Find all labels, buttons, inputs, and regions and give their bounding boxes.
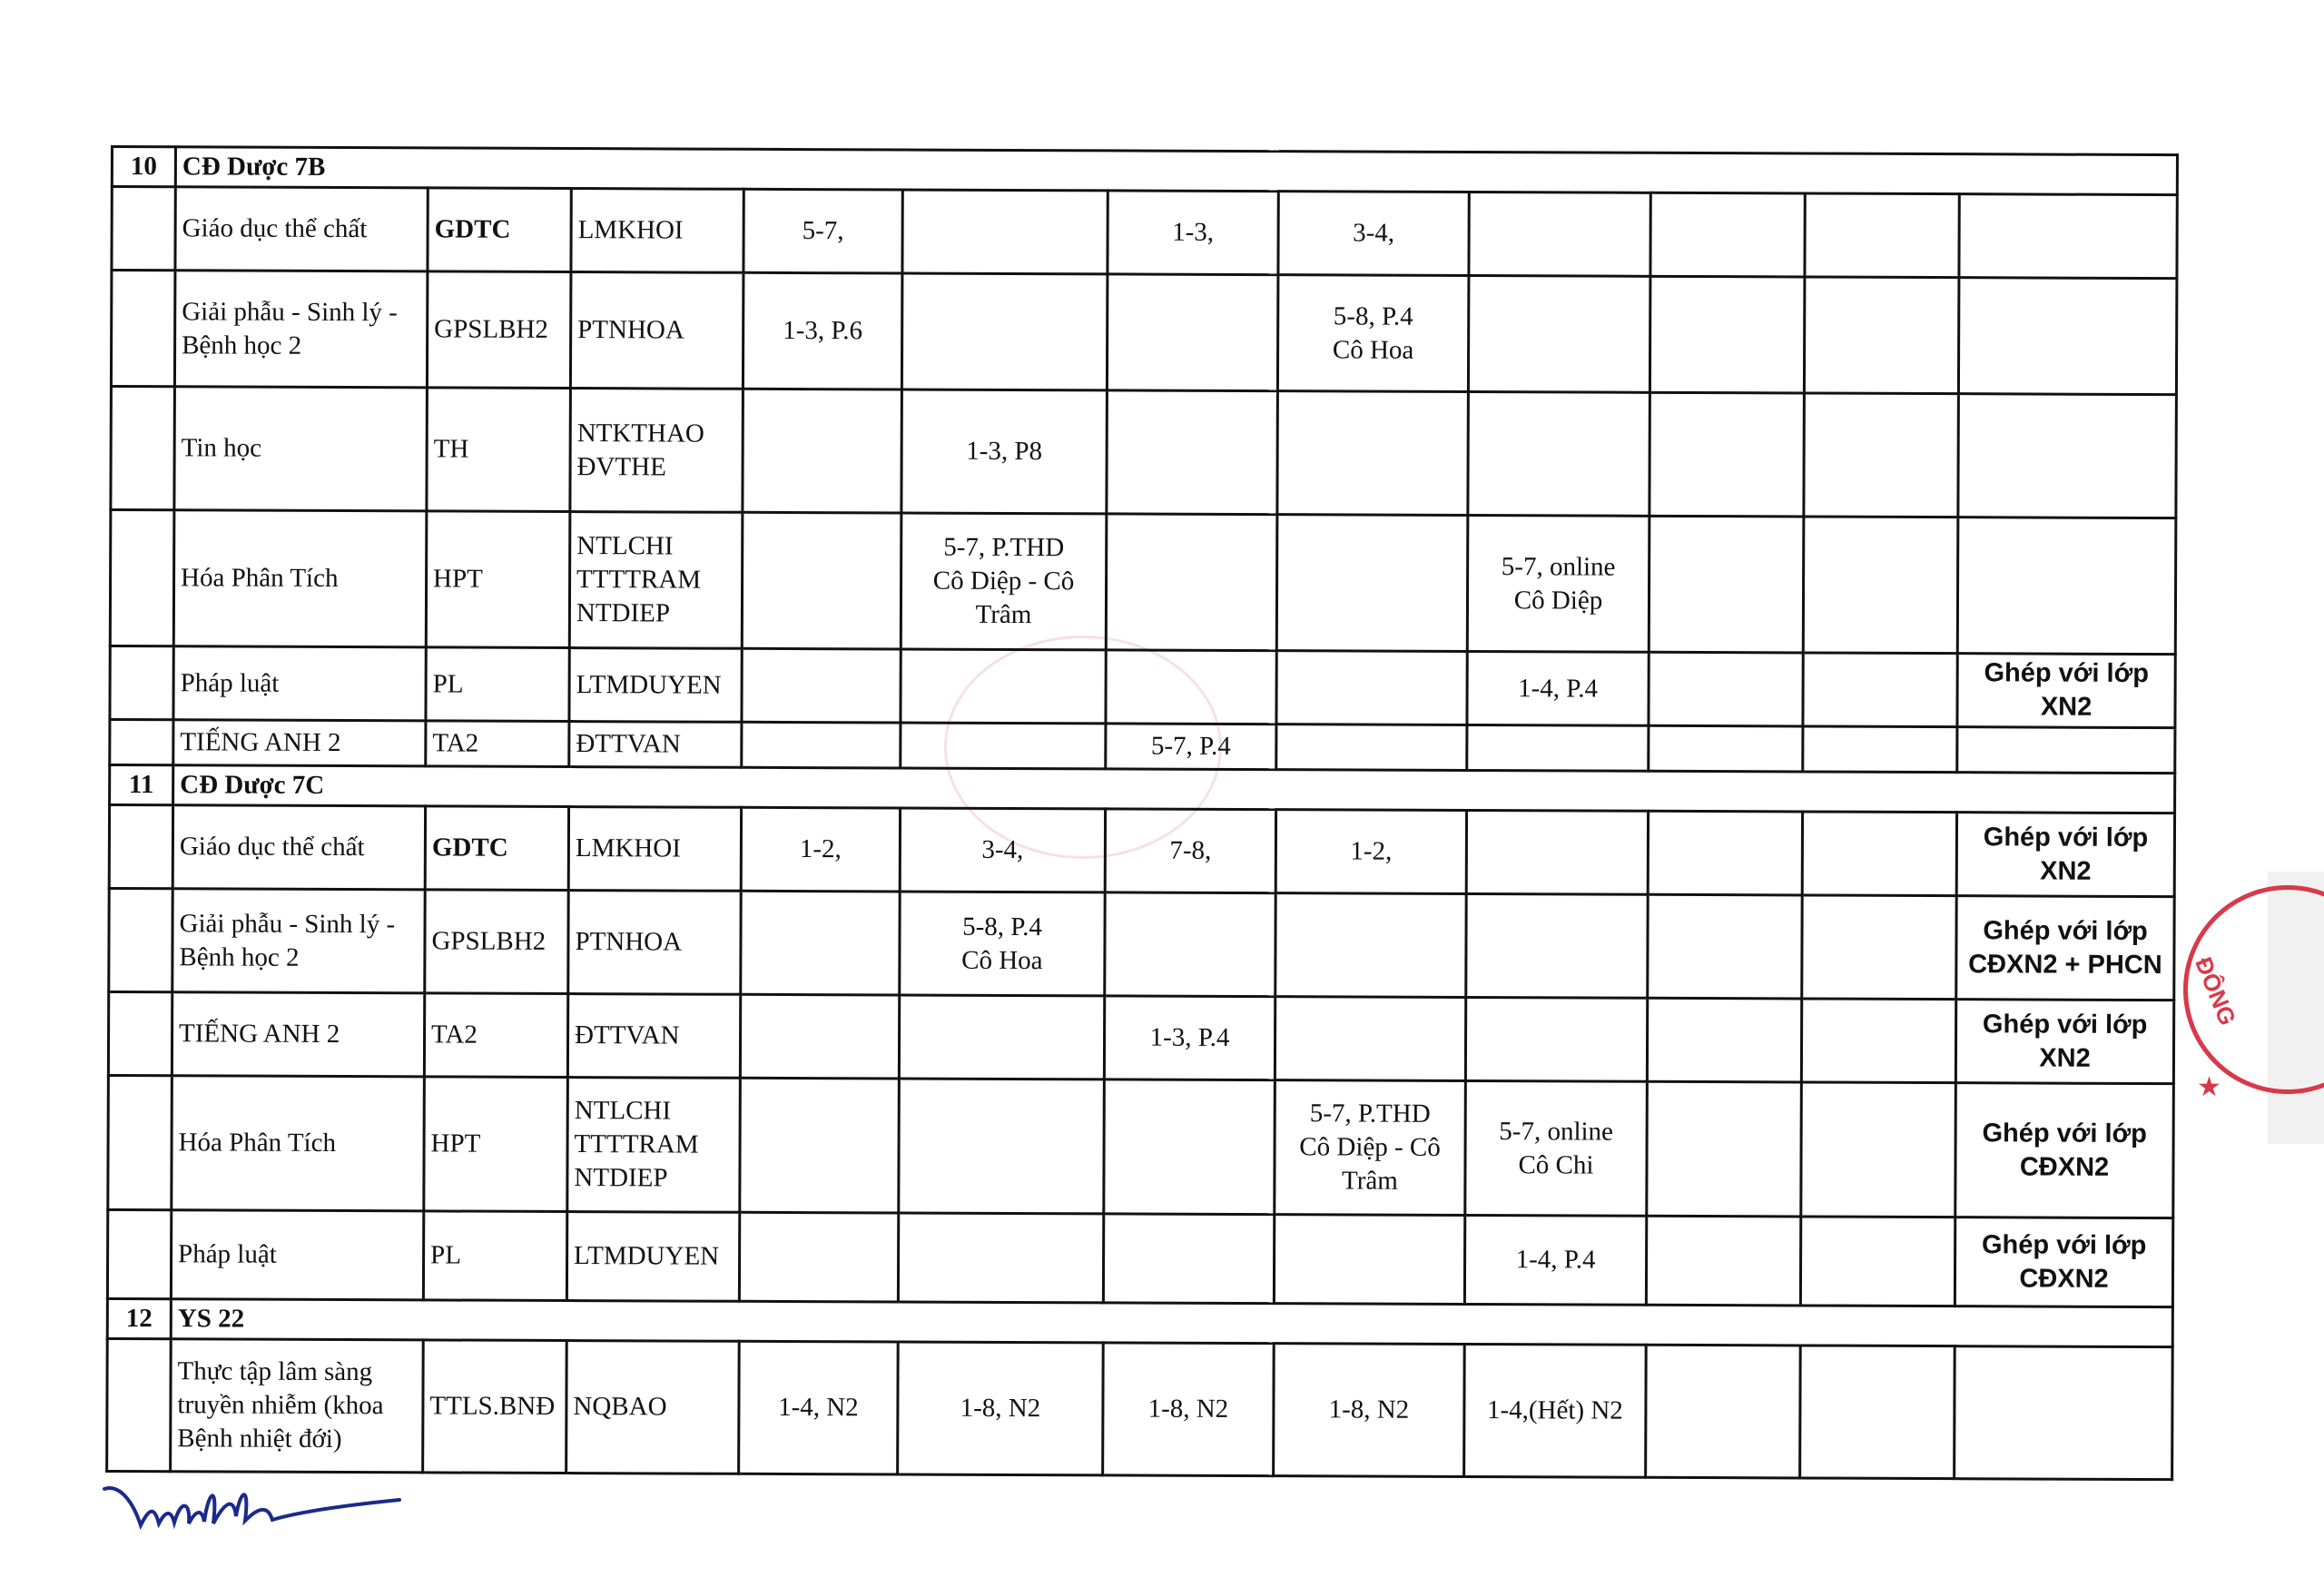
subject-cell: Hóa Phân Tích xyxy=(173,510,427,647)
schedule-day-cell: 5-7, P.THD Cô Diệp - Cô Trâm xyxy=(1275,1080,1466,1216)
subject-cell: Giáo dục thể chất xyxy=(175,187,428,271)
class-number: 12 xyxy=(107,1298,171,1338)
schedule-day-cell xyxy=(1805,193,1959,278)
row-index-cell xyxy=(110,510,174,646)
row-index-cell xyxy=(112,187,175,271)
schedule-day-cell: 1-2, xyxy=(741,807,900,892)
subject-cell: TIẾNG ANH 2 xyxy=(172,992,424,1077)
note-cell xyxy=(1958,278,2177,395)
row-index-cell xyxy=(109,888,172,991)
schedule-day-cell: 1-4, P.4 xyxy=(1467,652,1649,726)
schedule-day-cell xyxy=(740,994,899,1079)
schedule-day-cell xyxy=(1274,1215,1464,1305)
subject-code-cell: GDTC xyxy=(425,806,568,891)
note-cell xyxy=(1958,394,2177,518)
class-number: 10 xyxy=(112,147,175,187)
schedule-day-cell xyxy=(1803,726,1957,773)
schedule-day-cell: 3-4, xyxy=(900,808,1105,892)
schedule-day-cell: 5-7, xyxy=(743,189,902,273)
table-row xyxy=(108,1075,2174,1217)
schedule-day-cell xyxy=(1648,894,1802,999)
signature-icon xyxy=(100,1480,409,1552)
schedule-day-cell xyxy=(1276,724,1467,771)
teacher-cell: LTMDUYEN xyxy=(569,648,742,723)
table-row xyxy=(107,1338,2173,1479)
schedule-day-cell xyxy=(1800,1217,1955,1306)
subject-cell: Giáo dục thể chất xyxy=(172,805,425,890)
schedule-day-cell xyxy=(1107,390,1278,515)
table-row xyxy=(111,271,2177,395)
schedule-body xyxy=(107,147,2178,1480)
schedule-day-cell xyxy=(1468,392,1650,517)
subject-code-cell: TTLS.BNĐ xyxy=(423,1340,567,1474)
schedule-day-cell xyxy=(742,512,901,649)
schedule-day-cell xyxy=(899,995,1104,1079)
schedule-day-cell xyxy=(742,648,901,723)
subject-cell: Hóa Phân Tích xyxy=(172,1076,425,1211)
subject-code-cell: PL xyxy=(423,1211,566,1301)
subject-cell: Thực tập lâm sàng truyền nhiễm (khoa Bệnh nhiệt đới) xyxy=(171,1339,424,1473)
note-cell: Ghép với lớp XN2 xyxy=(1957,654,2175,728)
schedule-day-cell xyxy=(1650,192,1805,277)
table-row xyxy=(110,720,2175,774)
schedule-day-cell: 3-4, xyxy=(1278,192,1469,276)
schedule-day-cell xyxy=(1104,1079,1275,1215)
note-cell: Ghép với lớp XN2 xyxy=(1955,1000,2173,1084)
schedule-day-cell: 1-8, N2 xyxy=(898,1342,1104,1475)
table-row xyxy=(111,387,2177,518)
row-index-cell xyxy=(107,1338,172,1471)
schedule-day-cell: 1-4, N2 xyxy=(739,1341,899,1474)
note-cell xyxy=(1957,727,2175,774)
schedule-day-cell xyxy=(1467,725,1649,772)
schedule-day-cell xyxy=(1649,276,1805,393)
subject-code-cell: GDTC xyxy=(428,188,571,272)
subject-code-cell: TA2 xyxy=(424,993,567,1078)
schedule-day-cell xyxy=(1648,811,1802,895)
schedule-day-cell xyxy=(1803,653,1957,727)
subject-cell: TIẾNG ANH 2 xyxy=(173,720,426,766)
schedule-day-cell xyxy=(1468,276,1650,393)
schedule-day-cell xyxy=(1802,895,1956,1000)
teacher-cell: LTMDUYEN xyxy=(566,1212,739,1302)
schedule-day-cell xyxy=(1103,1214,1274,1304)
subject-code-cell: GPSLBH2 xyxy=(425,890,568,994)
table-row xyxy=(110,646,2175,728)
schedule-day-cell xyxy=(743,389,902,513)
stamp-star-icon: ★ xyxy=(2197,1072,2221,1102)
schedule-day-cell: 5-7, P.4 xyxy=(1106,724,1276,770)
schedule-day-cell xyxy=(1802,812,1956,896)
schedule-day-cell: 1-8, N2 xyxy=(1274,1344,1465,1477)
schedule-day-cell: 1-2, xyxy=(1275,810,1466,894)
stamp-text: ĐÔNG xyxy=(2190,953,2242,1030)
row-index-cell xyxy=(107,1209,171,1298)
schedule-day-cell: 1-8, N2 xyxy=(1103,1343,1275,1476)
schedule-table xyxy=(105,145,2179,1481)
schedule-day-cell xyxy=(1106,650,1276,724)
schedule-day-cell xyxy=(899,1079,1105,1214)
schedule-day-cell xyxy=(1801,1082,1956,1217)
schedule-day-cell xyxy=(739,1212,898,1302)
schedule-day-cell xyxy=(902,190,1108,274)
subject-cell: Pháp luật xyxy=(171,1210,423,1300)
schedule-day-cell xyxy=(1465,997,1647,1081)
note-cell: Ghép với lớp CĐXN2 xyxy=(1955,1217,2173,1307)
schedule-day-cell: 1-3, P8 xyxy=(901,389,1108,514)
teacher-cell: PTNHOA xyxy=(568,891,741,995)
teacher-cell: LMKHOI xyxy=(571,189,743,273)
schedule-day-cell xyxy=(1804,393,1959,518)
row-index-cell xyxy=(110,720,173,765)
schedule-day-cell xyxy=(898,1213,1103,1303)
subject-code-cell: GPSLBH2 xyxy=(427,271,571,389)
class-name: YS 22 xyxy=(171,1299,2172,1347)
row-index-cell xyxy=(108,1075,172,1209)
schedule-day-cell xyxy=(1466,894,1648,999)
subject-code-cell: TH xyxy=(427,388,571,512)
row-index-cell xyxy=(110,646,173,720)
table-row xyxy=(110,510,2176,655)
schedule-day-cell xyxy=(1275,997,1465,1081)
schedule-day-cell xyxy=(1105,892,1275,997)
schedule-day-cell xyxy=(1276,651,1467,725)
schedule-day-cell xyxy=(1649,516,1804,653)
schedule-day-cell xyxy=(901,723,1106,769)
teacher-cell: NTLCHI TTTTRAM NTDIEP xyxy=(567,1078,741,1213)
subject-cell: Giải phẫu - Sinh lý - Bệnh học 2 xyxy=(174,271,428,388)
table-row xyxy=(107,1209,2173,1306)
schedule-day-cell: 1-4, P.4 xyxy=(1464,1215,1646,1305)
teacher-cell: NQBAO xyxy=(566,1341,740,1474)
schedule-day-cell xyxy=(1647,998,1801,1082)
schedule-day-cell xyxy=(1275,893,1466,998)
subject-code-cell: HPT xyxy=(426,511,570,648)
row-index-cell xyxy=(108,991,172,1075)
schedule-day-cell: 7-8, xyxy=(1105,809,1275,893)
schedule-day-cell xyxy=(1107,274,1278,391)
schedule-day-cell: 1-3, P.6 xyxy=(743,272,902,389)
schedule-day-cell xyxy=(1649,392,1805,517)
table-row xyxy=(109,805,2174,897)
schedule-day-cell: 5-8, P.4 Cô Hoa xyxy=(1277,275,1469,392)
schedule-day-cell xyxy=(1466,811,1648,895)
schedule-day-cell: 5-7, online Cô Chi xyxy=(1465,1080,1648,1216)
schedule-day-cell xyxy=(1106,514,1277,651)
schedule-day-cell xyxy=(1649,725,1803,772)
schedule-day-cell: 1-4,(Hết) N2 xyxy=(1464,1344,1647,1477)
schedule-day-cell xyxy=(1646,1216,1800,1306)
subject-cell: Giải phẫu - Sinh lý - Bệnh học 2 xyxy=(172,889,425,993)
note-cell xyxy=(1957,518,2176,655)
schedule-day-cell: 5-7, P.THD Cô Diệp - Cô Trâm xyxy=(901,513,1107,650)
schedule-day-cell xyxy=(1469,192,1650,277)
teacher-cell: NTLCHI TTTTRAM NTDIEP xyxy=(569,512,743,649)
note-cell: Ghép với lớp CĐXN2 + PHCN xyxy=(1956,896,2175,1000)
schedule-day-cell xyxy=(741,891,900,995)
schedule-day-cell xyxy=(1646,1345,1801,1478)
schedule-day-cell xyxy=(1276,515,1468,652)
schedule-day-cell xyxy=(1277,391,1469,516)
schedule-day-cell xyxy=(1801,999,1955,1083)
schedule-day-cell: 1-3, P.4 xyxy=(1104,996,1275,1080)
subject-cell: Tin học xyxy=(174,387,428,511)
schedule-day-cell xyxy=(901,649,1106,724)
schedule-day-cell xyxy=(1800,1346,1955,1479)
class-name: CĐ Dược 7C xyxy=(173,765,2175,813)
schedule-day-cell: 1-3, xyxy=(1108,191,1278,275)
schedule-day-cell xyxy=(1649,652,1803,726)
table-row xyxy=(108,991,2173,1083)
table-row xyxy=(109,888,2175,1000)
row-index-cell xyxy=(111,271,175,387)
teacher-cell: ĐTTVAN xyxy=(569,722,742,768)
class-name: CĐ Dược 7B xyxy=(175,147,2177,195)
schedule-day-cell xyxy=(742,722,901,768)
note-cell xyxy=(1955,1346,2173,1480)
row-index-cell xyxy=(109,805,172,889)
schedule-day-cell: 5-7, online Cô Diệp xyxy=(1467,516,1649,653)
schedule-day-cell xyxy=(1804,277,1959,394)
subject-code-cell: PL xyxy=(426,647,569,722)
teacher-cell: LMKHOI xyxy=(568,807,741,892)
note-cell: Ghép với lớp XN2 xyxy=(1956,813,2174,897)
row-index-cell xyxy=(111,387,175,510)
subject-cell: Pháp luật xyxy=(173,646,426,721)
teacher-cell: ĐTTVAN xyxy=(567,994,740,1079)
teacher-cell: PTNHOA xyxy=(570,272,743,389)
note-cell: Ghép với lớp CĐXN2 xyxy=(1955,1083,2174,1218)
subject-code-cell: TA2 xyxy=(426,721,569,767)
teacher-cell: NTKTHAO ĐVTHE xyxy=(570,389,743,513)
note-cell xyxy=(1959,194,2177,279)
schedule-day-cell xyxy=(740,1078,900,1213)
schedule-day-cell xyxy=(901,273,1108,390)
schedule-day-cell: 5-8, P.4 Cô Hoa xyxy=(900,892,1105,996)
schedule-day-cell xyxy=(1647,1081,1802,1217)
table-row xyxy=(112,187,2177,279)
class-number: 11 xyxy=(110,765,173,805)
schedule-day-cell xyxy=(1803,517,1958,654)
subject-code-cell: HPT xyxy=(424,1077,568,1212)
